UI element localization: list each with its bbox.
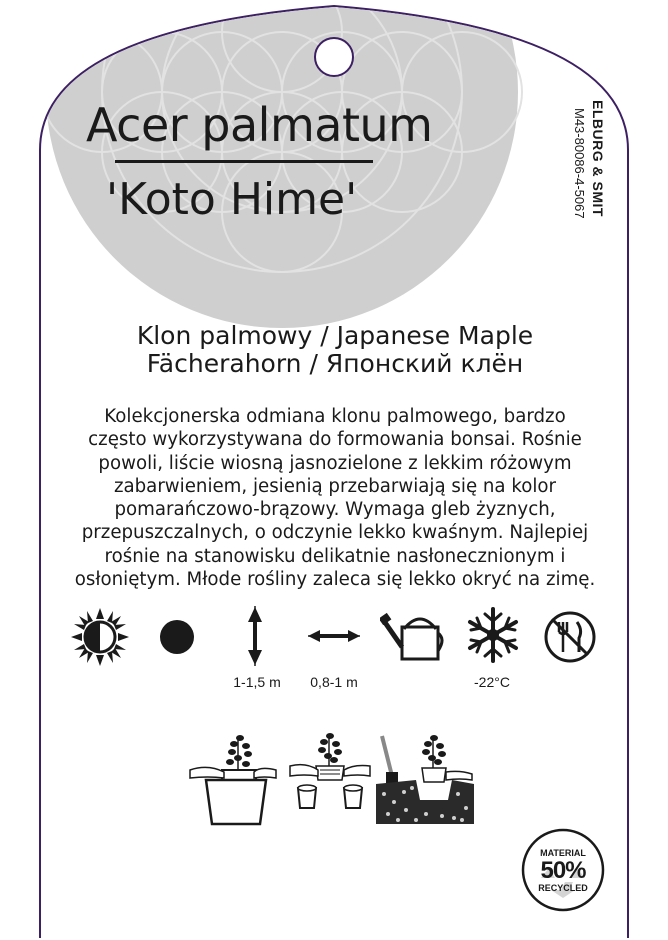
description-line: zabarwieniem, jesienią przebarwiają się na kolor [113,475,557,497]
not-edible-icon [543,610,597,664]
width-caption: 0,8-1 m [310,674,358,690]
height-caption: 1-1,5 m [233,674,281,690]
description-line: pomarańczowo-brązowy. Wymaga gleb żyznych, [114,499,556,521]
title-divider [115,160,373,163]
common-names-line-1: Klon palmowy / Japanese Maple [136,321,534,350]
product-code: M43-80086-4-5067 [572,108,587,219]
frost-caption: -22°C [474,674,510,690]
badge-recycled-label: RECYCLED [538,883,588,893]
badge-material-label: MATERIAL [540,848,586,858]
frost-hardiness-icon [465,606,521,664]
common-names [60,322,610,378]
description [60,405,610,591]
badge-percent: 50% [540,857,586,884]
recycled-material-badge [521,828,605,912]
description-line: Kolekcjonerska odmiana klonu palmowego, bardzo [104,406,566,427]
plant-in-soil-icon [376,730,474,826]
remove-pot-icon [188,726,278,826]
description-line: powoli, liście wiosną jasnozielone z lekkim różowym [98,452,572,474]
brand-name: ELBURG & SMIT [590,100,606,217]
description-line: rośnie na stanowisku delikatnie nasłonecznionym i [104,545,566,567]
description-line: osłoniętym. Młode rośliny zaleca się lekko okryć na zimę. [74,569,596,591]
latin-name: Acer palmatum [86,98,433,152]
cultivar-name: 'Koto Hime' [106,174,358,225]
height-icon [241,604,269,668]
description-line: przepuszczalnych, o odczynie lekko kwaśnym. Najlepiej [81,522,589,544]
soak-roots-icon [288,726,372,812]
hang-hole [314,37,354,77]
width-icon [306,623,362,649]
common-names-line-2: Fächerahorn / Японский клён [146,349,524,378]
watering-can-icon [380,607,446,661]
description-line: często wykorzystywana do formowania bonsai. Rośnie [88,429,582,451]
partial-sun-icon [70,607,130,667]
semi-shade-icon [158,618,196,656]
